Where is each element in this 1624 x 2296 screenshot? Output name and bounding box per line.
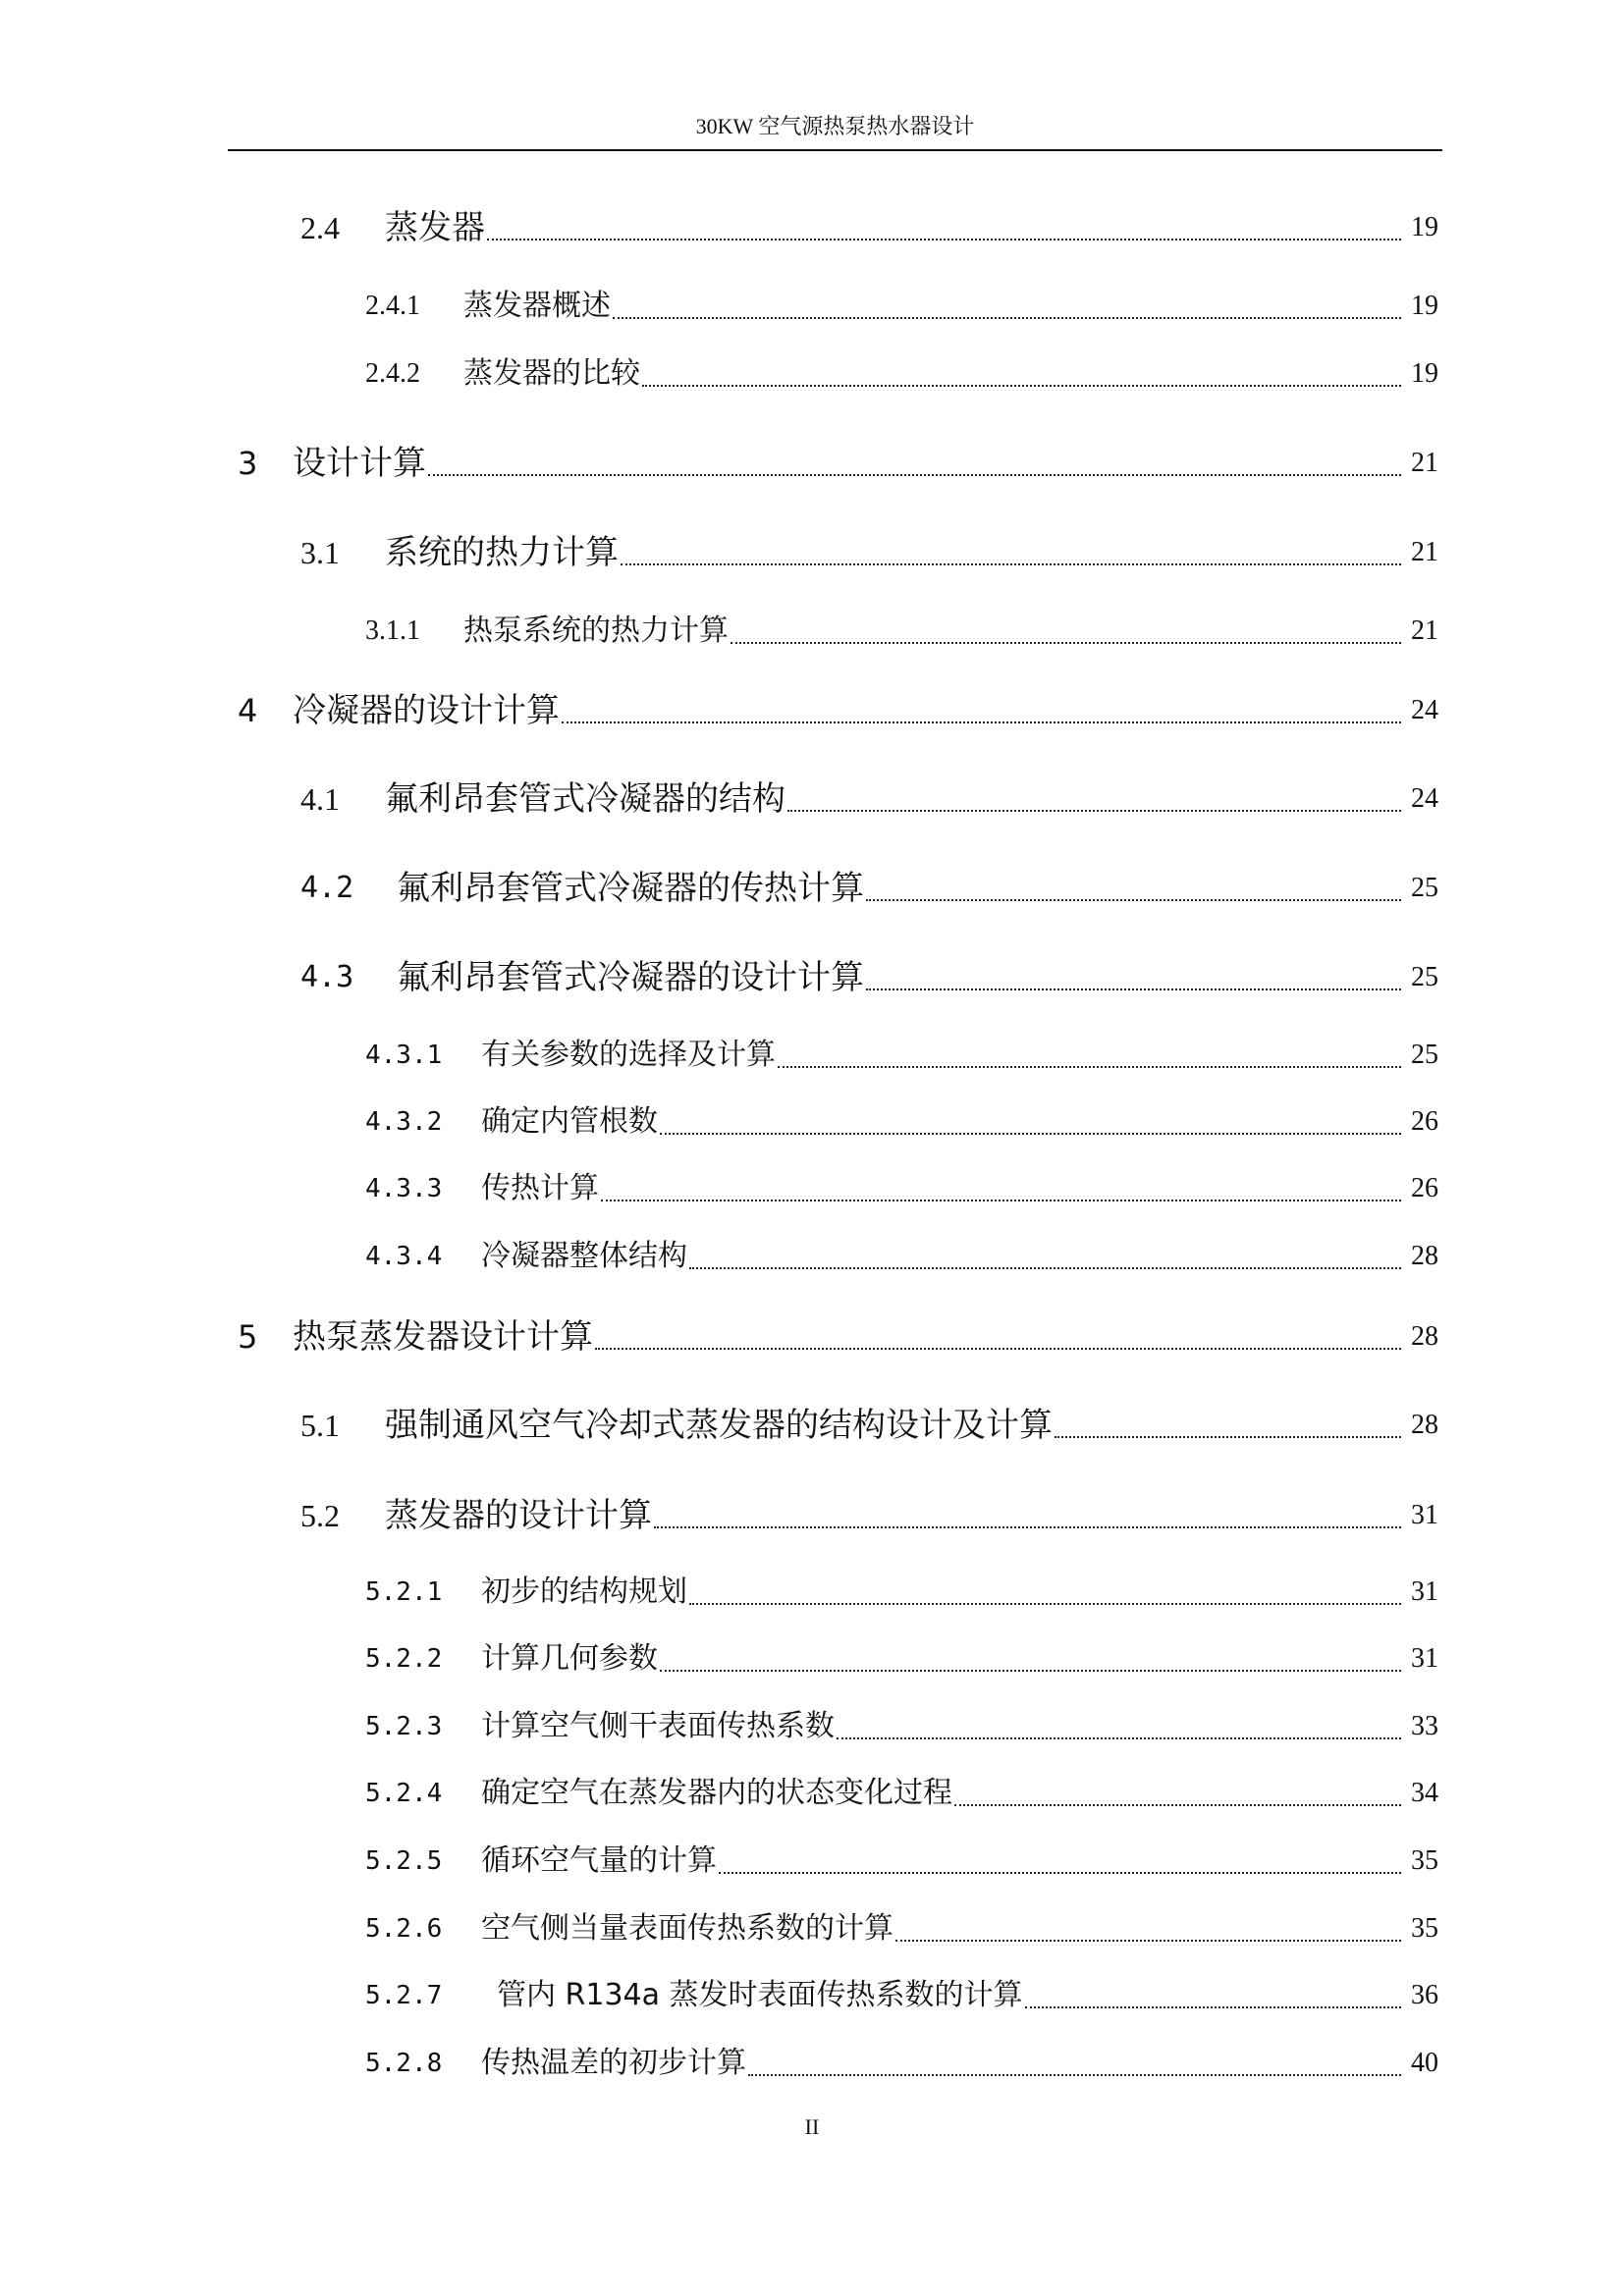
toc-entry-page: 24 (1411, 695, 1438, 725)
dot-leader (487, 239, 1401, 240)
toc-entry-line (385, 1494, 1438, 1537)
toc-entry-number: 2.4.1 (365, 291, 420, 321)
toc-entry-number: 5.2.1 (365, 1577, 443, 1607)
toc-entry-page: 19 (1411, 212, 1438, 242)
dot-leader (954, 1804, 1401, 1806)
toc-entry-title: 系统的热力计算 (385, 533, 619, 572)
dot-leader (621, 563, 1401, 565)
toc-entry-page: 28 (1411, 1241, 1438, 1271)
toc-entry-line (481, 1571, 1438, 1614)
toc-entry-title: 循环空气量的计算 (481, 1843, 717, 1878)
toc-entry-3-1-1[interactable] (0, 610, 1438, 653)
toc-entry-number: 2.4 (300, 210, 340, 245)
toc-entry-5-2-7[interactable] (0, 1974, 1438, 2017)
toc-entry-line (481, 1705, 1438, 1748)
dot-leader (595, 1348, 1401, 1350)
dot-leader (660, 1133, 1401, 1135)
toc-entry-5-2-6[interactable] (0, 1907, 1438, 1950)
toc-entry-page: 35 (1411, 1845, 1438, 1876)
toc-entry-number: 4.3 (300, 960, 354, 994)
dot-leader (654, 1526, 1401, 1528)
dot-leader (837, 1737, 1401, 1739)
toc-entry-3-1[interactable] (0, 531, 1438, 574)
toc-entry-page: 28 (1411, 1410, 1438, 1440)
toc-entry-page: 25 (1411, 873, 1438, 903)
toc-entry-page: 19 (1411, 291, 1438, 321)
toc-entry-page: 34 (1411, 1778, 1438, 1808)
toc-entry-4-3-3[interactable] (0, 1167, 1438, 1210)
toc-entry-page: 19 (1411, 358, 1438, 389)
toc-entry-title: 有关参数的选择及计算 (481, 1038, 776, 1072)
toc-entry-line (481, 1772, 1438, 1815)
dot-leader (731, 642, 1401, 644)
toc-entry-line (481, 1907, 1438, 1950)
toc-entry-number: 5.2.6 (365, 1914, 443, 1944)
toc-entry-title: 传热计算 (481, 1171, 599, 1205)
toc-entry-4[interactable] (0, 689, 1438, 732)
toc-entry-title: 初步的结构规划 (481, 1575, 687, 1609)
toc-entry-number: 3.1.1 (365, 615, 420, 646)
toc-entry-title: 热泵蒸发器设计计算 (293, 1317, 593, 1357)
dot-leader (601, 1200, 1401, 1201)
toc-entry-line (463, 610, 1438, 653)
toc-entry-2-4-2[interactable] (0, 352, 1438, 396)
toc-entry-line (293, 1315, 1438, 1359)
toc-entry-title: 蒸发器 (385, 208, 485, 247)
toc-entry-number: 4 (238, 692, 258, 729)
toc-entry-title: 确定空气在蒸发器内的状态变化过程 (481, 1776, 952, 1810)
toc-entry-number: 4.3.1 (365, 1041, 443, 1070)
dot-leader (787, 810, 1401, 812)
dot-leader (428, 474, 1401, 476)
toc-entry-title: 热泵系统的热力计算 (463, 614, 729, 648)
toc-entry-line (463, 285, 1438, 328)
toc-entry-page: 24 (1411, 783, 1438, 814)
toc-entry-2-4-1[interactable] (0, 285, 1438, 328)
dot-leader (866, 899, 1401, 901)
toc-entry-page: 31 (1411, 1576, 1438, 1607)
dot-leader (689, 1603, 1401, 1605)
dot-leader (1025, 2006, 1401, 2008)
dot-leader (660, 1670, 1401, 1672)
toc-entry-line (385, 777, 1438, 821)
toc-entry-page: 28 (1411, 1321, 1438, 1352)
toc-entry-title: 蒸发器概述 (463, 289, 611, 323)
toc-entry-3[interactable] (0, 442, 1438, 485)
toc-entry-page: 25 (1411, 1040, 1438, 1070)
toc-entry-title: 氟利昂套管式冷凝器的结构 (385, 779, 785, 819)
toc-entry-4-3-1[interactable] (0, 1034, 1438, 1077)
toc-entry-page: 40 (1411, 2048, 1438, 2078)
toc-entry-page: 31 (1411, 1500, 1438, 1530)
toc-entry-line (481, 1235, 1438, 1278)
toc-entry-line (293, 689, 1438, 732)
dot-leader (778, 1066, 1401, 1068)
toc-entry-page: 25 (1411, 962, 1438, 992)
toc-entry-number: 5.2.5 (365, 1846, 443, 1876)
toc-entry-title: 传热温差的初步计算 (481, 2046, 746, 2080)
toc-entry-line (481, 2042, 1438, 2085)
toc-entry-number: 5.2.8 (365, 2049, 443, 2078)
toc-entry-title: 计算几何参数 (481, 1641, 658, 1676)
toc-entry-title: 确定内管根数 (481, 1104, 658, 1139)
toc-entry-title: 计算空气侧干表面传热系数 (481, 1709, 835, 1743)
toc-entry-number: 4.3.4 (365, 1242, 443, 1271)
dot-leader (895, 1940, 1401, 1942)
toc-entry-number: 5.2.2 (365, 1644, 443, 1674)
toc-entry-5-2-1[interactable] (0, 1571, 1438, 1614)
toc-entry-page: 21 (1411, 537, 1438, 567)
toc-entry-4-2[interactable] (0, 867, 1438, 910)
toc-entry-number: 5.2.7 (365, 1981, 443, 2010)
toc-entry-5[interactable] (0, 1315, 1438, 1359)
toc-entry-page: 26 (1411, 1173, 1438, 1203)
toc-entry-5-2-8[interactable] (0, 2042, 1438, 2085)
toc-entry-line (481, 1100, 1438, 1144)
toc-entry-number: 4.3.2 (365, 1107, 443, 1137)
toc-entry-page: 33 (1411, 1711, 1438, 1741)
toc-entry-5-2-5[interactable] (0, 1840, 1438, 1883)
toc-entry-number: 4.1 (300, 781, 340, 817)
toc-entry-line (385, 1404, 1438, 1447)
toc-entry-line (397, 956, 1438, 999)
dot-leader (642, 385, 1401, 387)
toc-entry-line (481, 1840, 1438, 1883)
toc-entry-5-2-4[interactable] (0, 1772, 1438, 1815)
dot-leader (562, 721, 1401, 723)
toc-entry-number: 5.2.3 (365, 1712, 443, 1741)
dot-leader (719, 1872, 1401, 1874)
toc-entry-title: 蒸发器的比较 (463, 356, 640, 391)
toc-entry-4-3-4[interactable] (0, 1235, 1438, 1278)
toc-entry-title: 氟利昂套管式冷凝器的设计计算 (397, 958, 864, 997)
toc-entry-number: 5.1 (300, 1408, 340, 1443)
toc-entry-page: 36 (1411, 1980, 1438, 2010)
toc-entry-page: 31 (1411, 1643, 1438, 1674)
toc-entry-page: 21 (1411, 615, 1438, 646)
toc-entry-line (385, 206, 1438, 249)
toc-entry-page: 21 (1411, 448, 1438, 478)
toc-entry-number: 5.2.4 (365, 1779, 443, 1808)
toc-entry-line (497, 1974, 1438, 2017)
dot-leader (748, 2074, 1401, 2076)
dot-leader (689, 1267, 1401, 1269)
toc-entry-title: 冷凝器的设计计算 (293, 691, 560, 730)
toc-entry-number: 5 (238, 1318, 258, 1356)
toc-entry-line (481, 1034, 1438, 1077)
toc-entry-line (463, 352, 1438, 396)
toc-entry-page: 35 (1411, 1913, 1438, 1944)
toc-entry-line (293, 442, 1438, 485)
toc-entry-5-2-2[interactable] (0, 1637, 1438, 1681)
toc-entry-title: 氟利昂套管式冷凝器的传热计算 (397, 869, 864, 908)
dot-leader (1055, 1436, 1401, 1438)
toc-entry-2-4[interactable] (0, 206, 1438, 249)
toc-entry-line (385, 531, 1438, 574)
toc-entry-5-2-3[interactable] (0, 1705, 1438, 1748)
toc-entry-title: 强制通风空气冷却式蒸发器的结构设计及计算 (385, 1406, 1053, 1445)
toc-entry-page: 26 (1411, 1106, 1438, 1137)
toc-entry-title: 管内 R134a 蒸发时表面传热系数的计算 (497, 1978, 1023, 2012)
toc-entry-title: 冷凝器整体结构 (481, 1239, 687, 1273)
toc-entry-number: 3 (238, 445, 258, 482)
running-header: 30KW 空气源热泵热水器设计 (695, 114, 975, 138)
toc-entry-line (481, 1637, 1438, 1681)
toc-entry-5-1[interactable] (0, 1404, 1438, 1447)
toc-entry-line (397, 867, 1438, 910)
toc-entry-4-3[interactable] (0, 956, 1438, 999)
toc-entry-number: 5.2 (300, 1498, 340, 1533)
toc-entry-title: 蒸发器的设计计算 (385, 1496, 652, 1535)
toc-entry-number: 2.4.2 (365, 358, 420, 389)
toc-entry-line (481, 1167, 1438, 1210)
toc-entry-number: 3.1 (300, 535, 340, 570)
dot-leader (613, 317, 1401, 319)
dot-leader (866, 988, 1401, 990)
toc-entry-number: 4.2 (300, 871, 354, 905)
toc-entry-4-1[interactable] (0, 777, 1438, 821)
toc-entry-5-2[interactable] (0, 1494, 1438, 1537)
toc-entry-number: 4.3.3 (365, 1174, 443, 1203)
toc-entry-4-3-2[interactable] (0, 1100, 1438, 1144)
toc-entry-title: 空气侧当量表面传热系数的计算 (481, 1911, 893, 1946)
toc-entry-title: 设计计算 (293, 444, 426, 483)
page-number: II (804, 2114, 820, 2139)
